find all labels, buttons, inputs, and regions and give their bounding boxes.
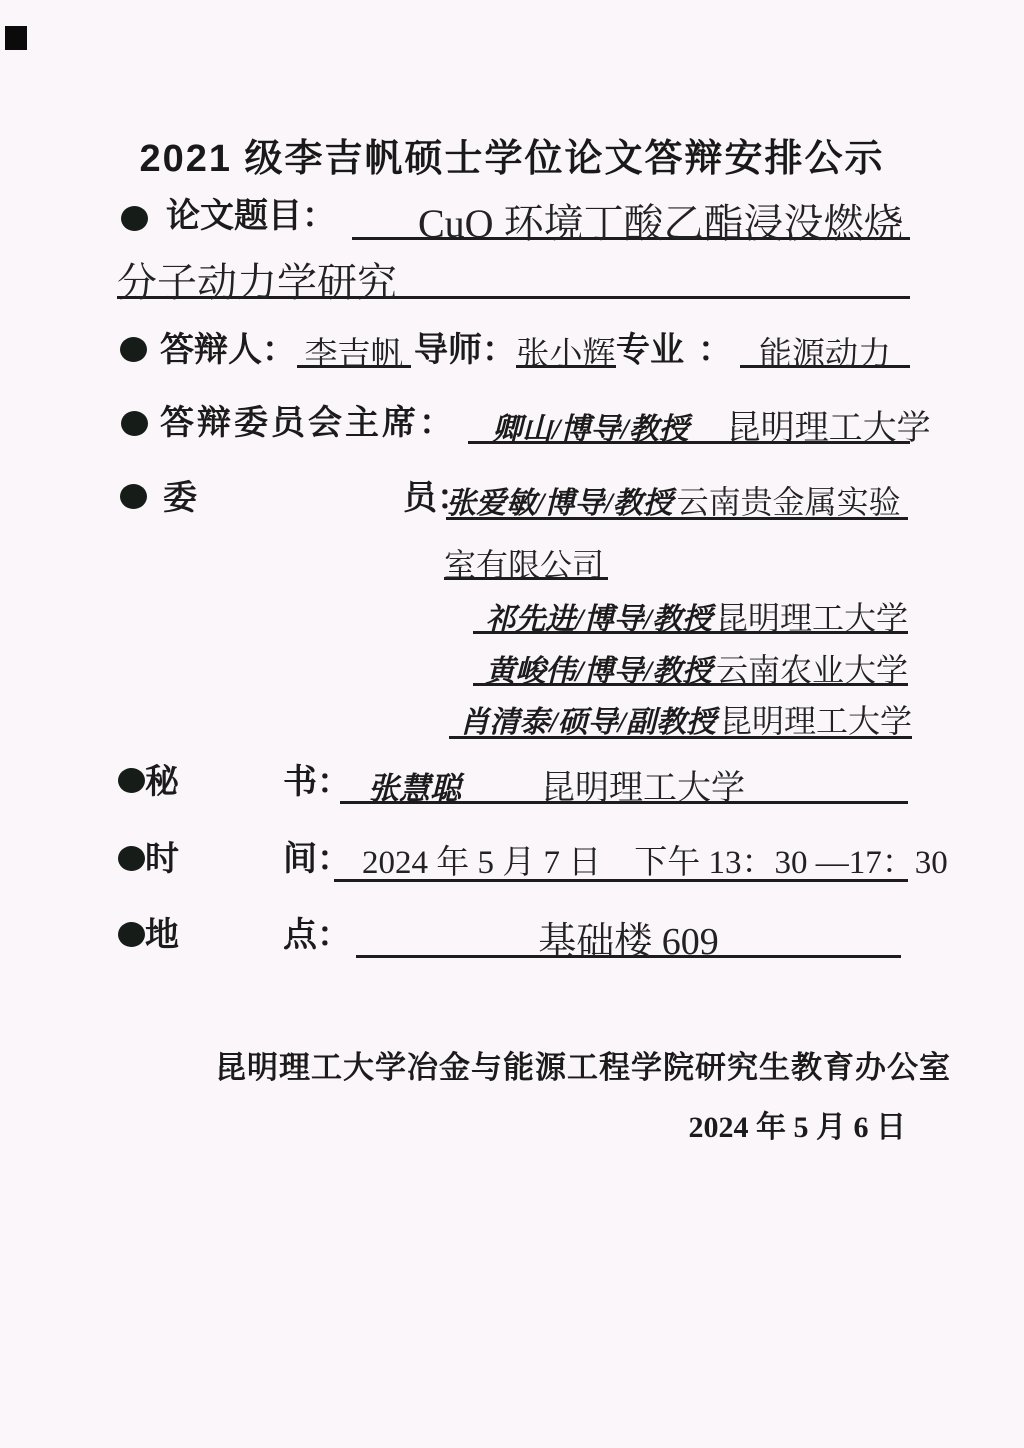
committee-member-affiliation: 昆明理工大学: [715, 600, 908, 636]
location-value: 基础楼 609: [538, 921, 719, 963]
committee-member-affiliation: 云南农业大学: [715, 652, 908, 688]
thesis-title-value-line1: CuO 环境丁酸乙酯浸没燃烧: [418, 201, 904, 246]
location-value-underline: [356, 910, 901, 963]
defender-value: 李吉帆: [304, 337, 404, 373]
committee-member-row: [449, 696, 912, 739]
committee-member-name: 祁先进/博导/教授: [485, 603, 712, 636]
issue-date: 2024 年 5 月 6 日: [688, 1111, 906, 1144]
thesis-title-label: 论文题目：: [166, 198, 336, 235]
major-value-underline: [740, 328, 910, 373]
secretary-name: 张慧聪: [368, 771, 461, 806]
committee-label-first: 委: [163, 480, 197, 517]
time-label-second: 间：: [283, 841, 351, 878]
chair-label: 答辩委员会主席：: [160, 405, 456, 442]
committee-member-row: [473, 593, 908, 634]
thesis-title-line1: [352, 192, 910, 246]
committee-label-second: 员：: [403, 480, 471, 517]
chair-value-underline: [468, 400, 931, 447]
major-colon: ：: [698, 332, 732, 369]
major-value: 能源动力: [759, 337, 891, 373]
thesis-title-value-line2: 分子动力学研究: [117, 260, 397, 305]
scan-corner-artifact: [5, 26, 27, 50]
secretary-value-underline: [340, 760, 908, 807]
location-label-first: 地: [145, 917, 179, 954]
time-value: 2024 年 5 月 7 日 下午 13：30 —17：30: [362, 845, 948, 881]
bullet-icon: [121, 206, 148, 231]
chair-affiliation: 昆明理工大学: [726, 410, 931, 447]
committee-member-affiliation: 云南贵金属实验: [676, 484, 901, 520]
supervisor-value-underline: [516, 328, 616, 373]
supervisor-label: 导师：: [414, 332, 516, 369]
committee-member-row: [446, 477, 908, 520]
secretary-label-first: 秘: [145, 764, 179, 801]
bullet-icon: [121, 411, 148, 436]
time-value-underline: [334, 836, 948, 882]
secretary-label-second: 书：: [283, 764, 351, 801]
bullet-icon: [118, 768, 145, 793]
bullet-icon: [118, 922, 145, 947]
chair-name: 卿山/博导/教授: [492, 413, 689, 446]
bullet-icon: [120, 484, 147, 509]
supervisor-value: 张小辉: [516, 337, 616, 373]
defender-value-underline: [297, 328, 411, 373]
issuing-office: 昆明理工大学冶金与能源工程学院研究生教育办公室: [215, 1050, 951, 1085]
committee-member-row-continued: [444, 540, 608, 583]
time-label-first: 时: [145, 841, 179, 878]
major-label: 专业: [616, 332, 684, 369]
bullet-icon: [118, 846, 145, 871]
committee-member-name: 黄峻伟/博导/教授: [485, 655, 712, 688]
committee-member-row: [473, 645, 908, 686]
bullet-icon: [120, 337, 147, 362]
committee-member-name: 张爱敏/博导/教授: [446, 487, 673, 520]
secretary-affiliation: 昆明理工大学: [541, 770, 745, 807]
page-title: 2021 级李吉帆硕士学位论文答辩安排公示: [139, 138, 885, 180]
thesis-title-line2: [117, 251, 910, 305]
defender-label: 答辩人：: [160, 332, 296, 369]
committee-member-affiliation: 室有限公司: [444, 547, 605, 583]
location-label-second: 点：: [283, 917, 351, 954]
committee-member-name: 肖清泰/硕导/副教授: [459, 706, 716, 739]
committee-member-affiliation: 昆明理工大学: [719, 703, 912, 739]
